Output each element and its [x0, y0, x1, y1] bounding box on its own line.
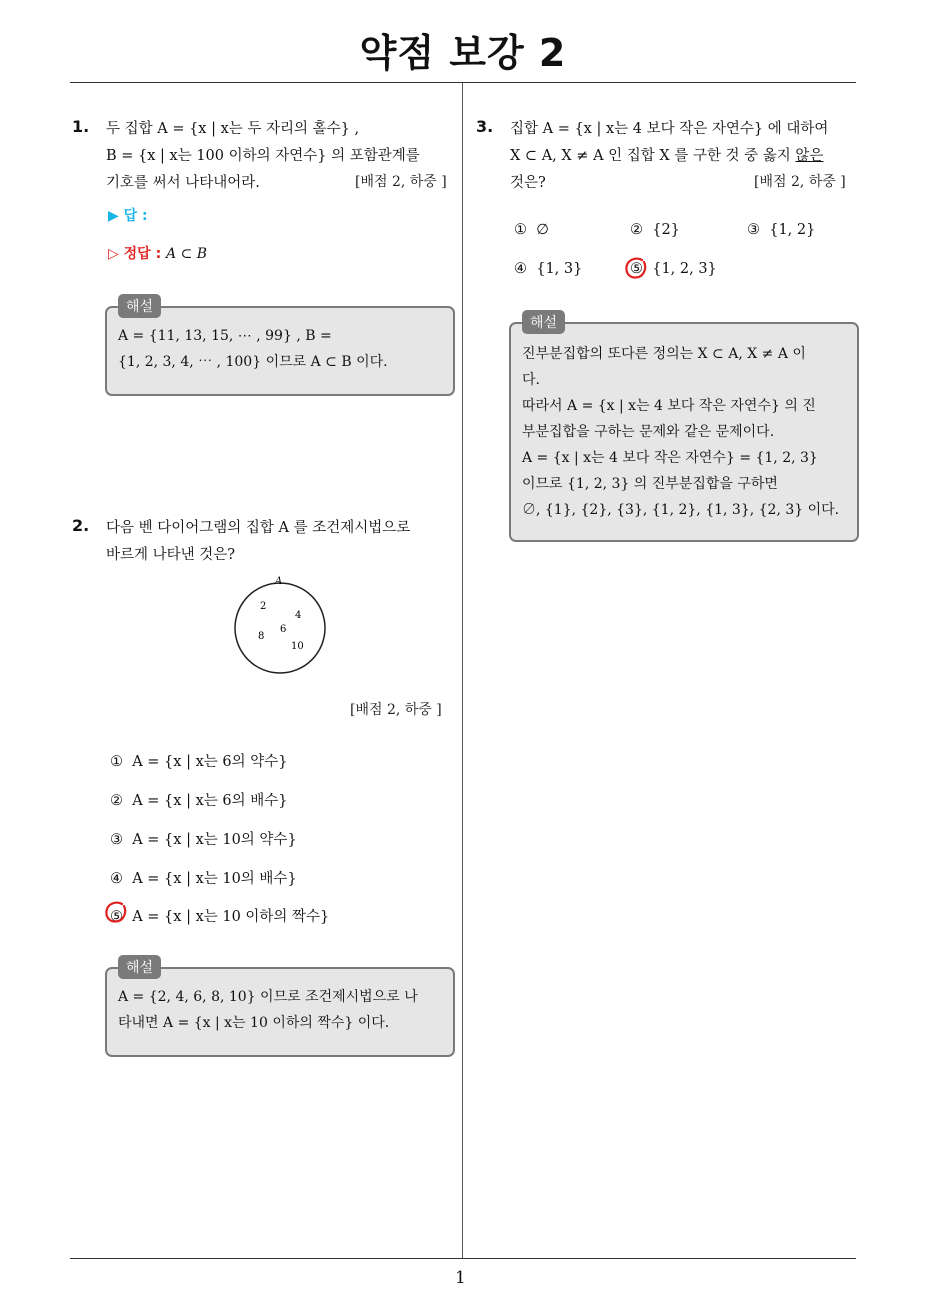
q3-choice-2-num: ② [630, 222, 643, 238]
q3-choice-3-num: ③ [747, 222, 760, 238]
q3-choice-3[interactable] [747, 222, 815, 238]
header-rule [70, 82, 856, 83]
page-number: 1 [455, 1268, 466, 1288]
q2-solution-line-1: A = {2, 4, 6, 8, 10} 이므로 조건제시법으로 나 [118, 989, 418, 1005]
q3-solution-tag: 해설 [522, 310, 565, 334]
q2-number: 2. [72, 516, 90, 535]
q1-solution-tag: 해설 [118, 294, 161, 318]
q1-correct-value: A ⊂ B [166, 246, 208, 262]
q3-solution-line-1: 진부분집합의 또다른 정의는 X ⊂ A, X ≠ A 이 [522, 346, 806, 362]
q3-choice-2[interactable] [630, 222, 680, 238]
q2-choice-3[interactable] [110, 828, 297, 849]
footer-rule [70, 1258, 856, 1259]
q3-line-3: 것은? [510, 175, 546, 191]
q2-choice-1[interactable] [110, 750, 287, 771]
column-divider [462, 83, 463, 1258]
q3-number: 3. [476, 117, 494, 136]
q1-line-3: 기호를 써서 나타내어라. [106, 175, 260, 191]
q2-choice-4-text: A = {x | x는 10의 배수} [132, 871, 297, 887]
page-title: 약점 보강 2 [359, 31, 567, 75]
q1-number: 1. [72, 117, 90, 136]
q2-choice-3-text: A = {x | x는 10의 약수} [132, 832, 297, 848]
q2-choice-3-num: ③ [110, 832, 123, 848]
q2-choice-1-text: A = {x | x는 6의 약수} [132, 754, 288, 770]
q3-choice-4[interactable] [514, 261, 582, 277]
venn-label: A [275, 576, 283, 587]
q2-meta: [배점 2, 하중 ] [350, 702, 442, 718]
q3-choice-4-num: ④ [514, 261, 527, 277]
q1-line-2: B = {x | x는 100 이하의 자연수} 의 포함관계를 [106, 148, 420, 164]
venn-element-2: 2 [260, 601, 267, 612]
q1-solution-line-2: {1, 2, 3, 4, ⋯ , 100} 이므로 A ⊂ B 이다. [118, 354, 388, 370]
q3-choice-2-text: {2} [652, 222, 680, 238]
q2-choice-4-num: ④ [110, 871, 123, 887]
q2-line-2: 바르게 나타낸 것은? [106, 547, 236, 563]
q3-choice-5-num: ⑤ [630, 261, 643, 277]
q3-solution-line-7: ∅, {1}, {2}, {3}, {1, 2}, {1, 3}, {2, 3} 이다. [522, 502, 840, 518]
q2-choice-2-text: A = {x | x는 6의 배수} [132, 793, 288, 809]
q3-solution-line-2: 다. [522, 372, 540, 388]
q1-solution-line-1: A = {11, 13, 15, ⋯ , 99} , B = [118, 328, 332, 344]
q3-choice-1-num: ① [514, 222, 527, 238]
venn-element-6: 6 [280, 624, 287, 635]
q3-choice-5-text: {1, 2, 3} [652, 261, 717, 277]
q3-solution-line-6: 이므로 {1, 2, 3} 의 진부분집합을 구하면 [522, 476, 778, 492]
q2-choice-2-num: ② [110, 793, 123, 809]
q1-correct-answer [108, 243, 207, 263]
venn-element-4: 4 [295, 610, 302, 621]
q3-underlined-word: 않은 [795, 148, 824, 164]
q3-choice-4-text: {1, 3} [536, 261, 583, 277]
q2-choice-5[interactable] [110, 905, 329, 926]
q1-answer-input[interactable] [180, 203, 440, 225]
q3-line-2-text: X ⊂ A, X ≠ A 인 집합 X 를 구한 것 중 옳지 [510, 148, 796, 164]
venn-diagram [225, 572, 335, 677]
q2-choice-5-text: A = {x | x는 10 이하의 짝수} [132, 909, 330, 925]
venn-element-10: 10 [291, 641, 304, 652]
q1-correct-label: ▷ 정답 : [108, 246, 162, 262]
q3-line-1: 집합 A = {x | x는 4 보다 작은 자연수} 에 대하여 [510, 121, 829, 137]
q2-solution-tag: 해설 [118, 955, 161, 979]
q3-choice-1-text: ∅ [536, 222, 549, 238]
q1-answer-label: ▶ 답 : [108, 208, 148, 224]
q2-choice-5-num: ⑤ [110, 909, 123, 925]
venn-element-8: 8 [258, 631, 265, 642]
q3-solution-line-4: 부분집합을 구하는 문제와 같은 문제이다. [522, 424, 775, 440]
q2-choice-4[interactable] [110, 867, 297, 888]
q2-choice-1-num: ① [110, 754, 123, 770]
q3-line-2 [510, 144, 823, 165]
q2-choice-2[interactable] [110, 789, 287, 810]
q2-answer-circle-mark [104, 900, 128, 924]
q2-line-1: 다음 벤 다이어그램의 집합 A 를 조건제시법으로 [106, 520, 411, 536]
q3-choice-3-text: {1, 2} [769, 222, 816, 238]
q3-solution-line-3: 따라서 A = {x | x는 4 보다 작은 자연수} 의 진 [522, 398, 816, 414]
q3-answer-circle-mark [624, 256, 648, 280]
q3-choice-1[interactable] [514, 222, 549, 238]
q3-solution-line-5: A = {x | x는 4 보다 작은 자연수} = {1, 2, 3} [522, 450, 818, 466]
q1-line-1: 두 집합 A = {x | x는 두 자리의 홀수} , [106, 121, 360, 137]
q1-meta: [배점 2, 하중 ] [355, 174, 447, 190]
q3-meta: [배점 2, 하중 ] [754, 174, 846, 190]
q2-solution-line-2: 타내면 A = {x | x는 10 이하의 짝수} 이다. [118, 1015, 390, 1031]
